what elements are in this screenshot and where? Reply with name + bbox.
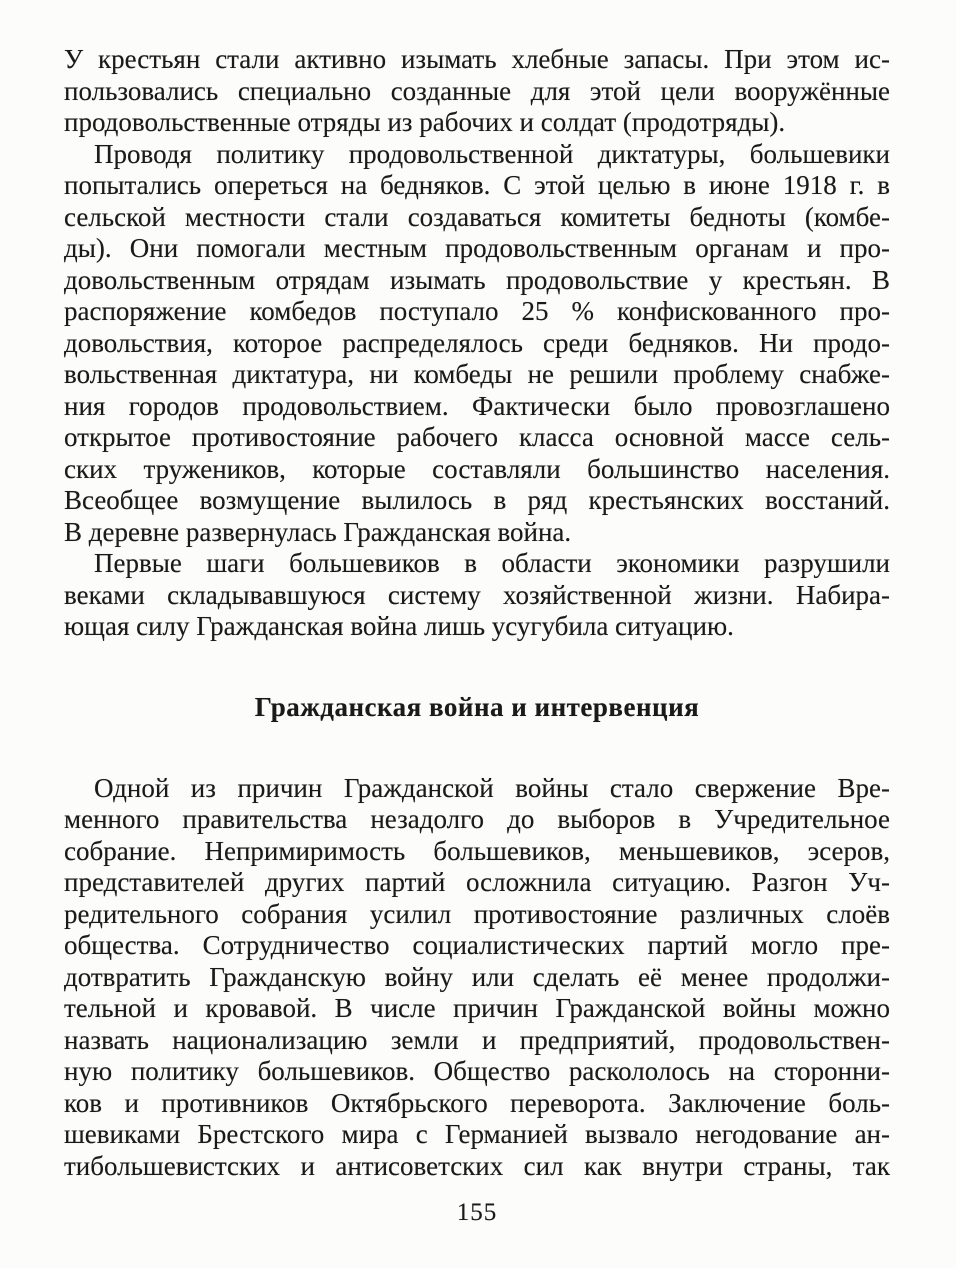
paragraph-civil-war-causes <box>64 773 890 1183</box>
text-line: ющая силу Гражданская война лишь усугубила ситуацию. <box>64 611 734 641</box>
text-line: представителей других партий осложнила ситуацию. Разгон Уч- <box>64 867 890 897</box>
text-line: пользовались специально созданные для этой цели вооружённые <box>64 75 890 106</box>
text-line: веками складывавшуюся систему хозяйственной жизни. Набира- <box>64 579 890 610</box>
page-number: 155 <box>456 1199 498 1226</box>
text-line: шевиками Брестского мира с Германией вызвало негодование ан- <box>64 1119 890 1149</box>
text-line: вольственная диктатура, ни комбеды не решили проблему снабже- <box>64 359 890 389</box>
text-line: Первые шаги большевиков в области экономики разрушили <box>94 548 890 578</box>
text-line: довольственным отрядам изымать продовольствие у крестьян. В <box>64 264 890 295</box>
text-line: довольствия, которое распределялось среди бедняков. Ни продо- <box>64 327 890 358</box>
text-line: открытое противостояние рабочего класса основной массе сель- <box>64 422 890 452</box>
text-line: ды). Они помогали местным продовольственным органам и про- <box>64 233 890 263</box>
text-line: редительного собрания усилил противостояние различных слоёв <box>64 898 890 929</box>
text-line: продовольственные отряды из рабочих и солдат (продотряды). <box>64 107 786 137</box>
text-line: тельной и кровавой. В числе причин Гражданской войны можно <box>64 993 890 1023</box>
text-line: назвать национализацию земли и предприятий, продовольствен- <box>64 1024 890 1055</box>
text-line: ских тружеников, которые составляли большинство населения. <box>64 453 890 484</box>
text-line: У крестьян стали активно изымать хлебные запасы. При этом ис- <box>64 44 890 74</box>
text-line: ную политику большевиков. Общество раскололось на сторонни- <box>64 1056 890 1086</box>
paragraph-first-steps <box>64 548 890 643</box>
text-line: сельской местности стали создаваться комитеты бедноты (комбе- <box>64 201 890 232</box>
text-line: тибольшевистских и антисоветских сил как внутри страны, так <box>64 1150 890 1181</box>
section-heading: Гражданская война и интервенция <box>254 691 700 722</box>
text-line: В деревне развернулась Гражданская война. <box>64 516 572 547</box>
text-line: попытались опереться на бедняков. С этой целью в июне 1918 г. в <box>64 170 890 200</box>
text-line: общества. Сотрудничество социалистических партий могло пре- <box>64 930 890 960</box>
text-line: дотвратить Гражданскую войну или сделать её менее продолжи- <box>64 961 890 992</box>
text-line: собрание. Непримиримость большевиков, меньшевиков, эсеров, <box>64 835 890 866</box>
text-line: Проводя политику продовольственной диктатуры, большевики <box>94 138 890 169</box>
text-line: ния городов продовольствием. Фактически было провозглашено <box>64 390 890 421</box>
paragraph-prodotryady <box>64 44 890 139</box>
text-line: ков и противников Октябрьского переворота. Заключение боль- <box>64 1087 890 1118</box>
text-line: Всеобщее возмущение вылилось в ряд крестьянских восстаний. <box>64 485 890 515</box>
text-line: менного правительства незадолго до выборов в Учредительное <box>64 804 890 834</box>
text-line: Одной из причин Гражданской войны стало свержение Вре- <box>94 772 890 803</box>
paragraph-kombedy <box>64 139 890 549</box>
text-line: распоряжение комбедов поступало 25 % конфискованного про- <box>64 296 890 326</box>
